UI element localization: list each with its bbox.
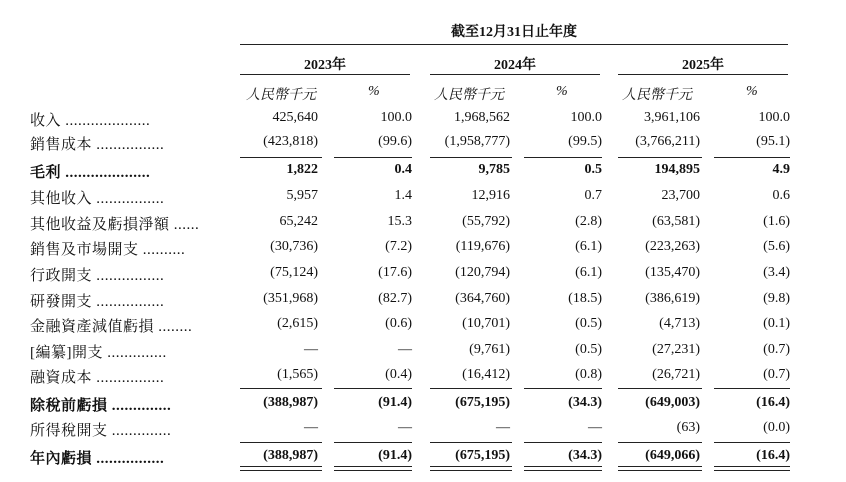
subtotal-rule — [240, 388, 322, 389]
unit-label-2024: 人民幣千元 — [434, 88, 504, 103]
year-2024-header: 2024年 — [494, 58, 536, 73]
table-cell: (9.8) — [763, 291, 790, 306]
table-cell: (6.1) — [575, 265, 602, 280]
table-cell: 1,822 — [286, 162, 318, 177]
period-header: 截至12月31日止年度 — [451, 25, 577, 40]
table-cell: 100.0 — [380, 110, 412, 125]
table-cell: (351,968) — [263, 291, 318, 306]
row-label: 毛利 .................... — [30, 165, 151, 181]
table-cell: (1,958,777) — [444, 134, 510, 149]
table-cell: (1.6) — [763, 214, 790, 229]
row-label: 行政開支 ................ — [30, 268, 165, 284]
table-cell: (0.8) — [575, 367, 602, 382]
year-2025-header: 2025年 — [682, 58, 724, 73]
total-double-rule — [334, 466, 412, 471]
row-label: 融資成本 ................ — [30, 370, 165, 386]
table-cell: 15.3 — [387, 214, 412, 229]
pct-label-2023: % — [368, 84, 380, 99]
pct-label-2024: % — [556, 84, 568, 99]
table-cell: (364,760) — [455, 291, 510, 306]
total-double-rule — [240, 466, 322, 471]
subtotal-rule — [334, 157, 412, 158]
table-cell: (0.5) — [575, 316, 602, 331]
table-cell: (2.8) — [575, 214, 602, 229]
subtotal-rule — [334, 442, 412, 443]
header-rule — [240, 44, 788, 45]
table-cell: (34.3) — [568, 448, 602, 463]
table-cell: (16,412) — [462, 367, 510, 382]
table-cell: 425,640 — [272, 110, 318, 125]
table-cell: (0.7) — [763, 342, 790, 357]
subtotal-rule — [240, 442, 322, 443]
table-cell: (63) — [676, 420, 700, 435]
table-cell: (17.6) — [378, 265, 412, 280]
table-cell: (0.6) — [385, 316, 412, 331]
table-cell: (649,003) — [645, 395, 700, 410]
table-cell: (675,195) — [455, 395, 510, 410]
table-cell: 9,785 — [478, 162, 510, 177]
table-cell: 3,961,106 — [644, 110, 700, 125]
table-cell: — — [398, 420, 412, 435]
subtotal-rule — [618, 442, 702, 443]
table-cell: (6.1) — [575, 239, 602, 254]
table-cell: (388,987) — [263, 448, 318, 463]
table-cell: 100.0 — [570, 110, 602, 125]
row-label: 除稅前虧損 .............. — [30, 398, 172, 414]
table-cell: (91.4) — [378, 448, 412, 463]
table-cell: — — [398, 342, 412, 357]
total-double-rule — [524, 466, 602, 471]
year-2023-header: 2023年 — [304, 58, 346, 73]
table-cell: — — [304, 342, 318, 357]
total-double-rule — [430, 466, 512, 471]
table-cell: (119,676) — [455, 239, 510, 254]
table-cell: 5,957 — [286, 188, 318, 203]
row-label: 年內虧損 ................ — [30, 451, 165, 467]
table-cell: (0.0) — [763, 420, 790, 435]
row-label: 銷售成本 ................ — [30, 137, 165, 153]
table-cell: (16.4) — [756, 448, 790, 463]
subtotal-rule — [714, 442, 790, 443]
table-cell: (3,766,211) — [635, 134, 700, 149]
total-double-rule — [618, 466, 702, 471]
table-cell: 23,700 — [661, 188, 700, 203]
table-cell: (675,195) — [455, 448, 510, 463]
table-cell: (649,066) — [645, 448, 700, 463]
table-cell: 1,968,562 — [454, 110, 510, 125]
table-cell: 100.0 — [758, 110, 790, 125]
table-cell: (388,987) — [263, 395, 318, 410]
table-cell: (0.5) — [575, 342, 602, 357]
year-2023-rule — [240, 74, 410, 75]
table-cell: (0.1) — [763, 316, 790, 331]
year-2024-rule — [430, 74, 600, 75]
table-cell: 0.4 — [394, 162, 412, 177]
table-cell: (18.5) — [568, 291, 602, 306]
table-cell: (386,619) — [645, 291, 700, 306]
row-label: 其他收益及虧損淨額 ...... — [30, 217, 200, 233]
table-cell: (4,713) — [659, 316, 700, 331]
unit-label-2023: 人民幣千元 — [246, 88, 316, 103]
unit-label-2025: 人民幣千元 — [622, 88, 692, 103]
table-cell: (30,736) — [270, 239, 318, 254]
table-cell: 0.6 — [772, 188, 790, 203]
row-label: 收入 .................... — [30, 113, 151, 129]
table-cell: (16.4) — [756, 395, 790, 410]
table-cell: (5.6) — [763, 239, 790, 254]
table-cell: (75,124) — [270, 265, 318, 280]
subtotal-rule — [430, 442, 512, 443]
subtotal-rule — [430, 388, 512, 389]
total-double-rule — [714, 466, 790, 471]
table-cell: (99.6) — [378, 134, 412, 149]
table-cell: (0.7) — [763, 367, 790, 382]
table-cell: — — [304, 420, 318, 435]
table-cell: (0.4) — [385, 367, 412, 382]
table-cell: (423,818) — [263, 134, 318, 149]
table-cell: (27,231) — [652, 342, 700, 357]
table-cell: (1,565) — [277, 367, 318, 382]
row-label: 研發開支 ................ — [30, 294, 165, 310]
table-cell: (99.5) — [568, 134, 602, 149]
subtotal-rule — [618, 388, 702, 389]
table-cell: (55,792) — [462, 214, 510, 229]
table-cell: 65,242 — [279, 214, 318, 229]
table-cell: (3.4) — [763, 265, 790, 280]
row-label: 所得稅開支 .............. — [30, 423, 172, 439]
subtotal-rule — [618, 157, 702, 158]
subtotal-rule — [524, 442, 602, 443]
table-cell: 0.7 — [584, 188, 602, 203]
row-label: 金融資產減值虧損 ........ — [30, 319, 193, 335]
table-cell: — — [496, 420, 510, 435]
table-cell: 194,895 — [654, 162, 700, 177]
subtotal-rule — [240, 157, 322, 158]
subtotal-rule — [524, 388, 602, 389]
table-cell: (82.7) — [378, 291, 412, 306]
table-cell: (10,701) — [462, 316, 510, 331]
table-cell: (120,794) — [455, 265, 510, 280]
subtotal-rule — [714, 157, 790, 158]
table-cell: (26,721) — [652, 367, 700, 382]
row-label: 銷售及市場開支 .......... — [30, 242, 186, 258]
subtotal-rule — [714, 388, 790, 389]
row-label: 其他收入 ................ — [30, 191, 165, 207]
table-cell: 0.5 — [584, 162, 602, 177]
table-cell: (7.2) — [385, 239, 412, 254]
table-cell: (2,615) — [277, 316, 318, 331]
table-cell: — — [588, 420, 602, 435]
pct-label-2025: % — [746, 84, 758, 99]
table-cell: (63,581) — [652, 214, 700, 229]
table-cell: 4.9 — [772, 162, 790, 177]
table-cell: (9,761) — [469, 342, 510, 357]
table-cell: (91.4) — [378, 395, 412, 410]
subtotal-rule — [334, 388, 412, 389]
table-cell: (135,470) — [645, 265, 700, 280]
subtotal-rule — [524, 157, 602, 158]
year-2025-rule — [618, 74, 788, 75]
table-cell: (95.1) — [756, 134, 790, 149]
table-cell: (34.3) — [568, 395, 602, 410]
table-cell: 1.4 — [394, 188, 412, 203]
row-label: [編纂]開支 .............. — [30, 345, 167, 361]
subtotal-rule — [430, 157, 512, 158]
table-cell: (223,263) — [645, 239, 700, 254]
table-cell: 12,916 — [471, 188, 510, 203]
